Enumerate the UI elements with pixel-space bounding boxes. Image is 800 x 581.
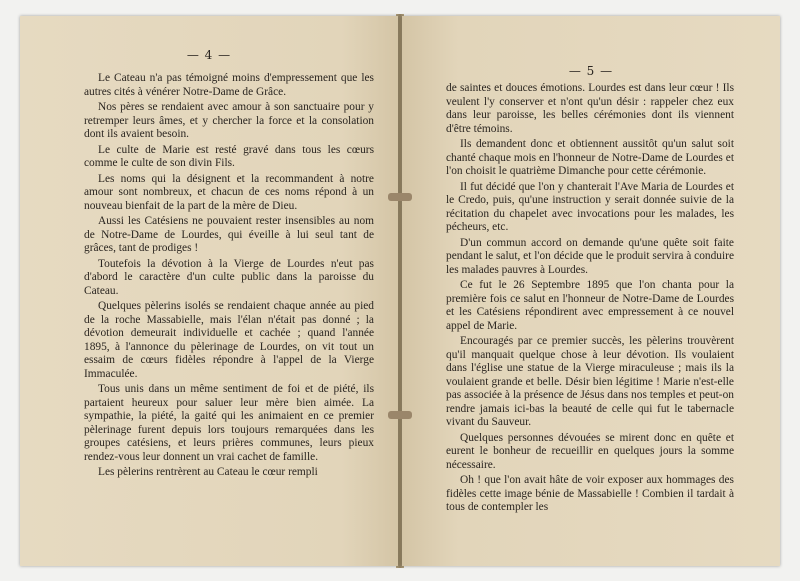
paragraph: Oh ! que l'on avait hâte de voir exposer aux hommages des fidèles cette image bénie de Massabielle ! Combien il tardait à tous de contempler les <box>446 474 734 513</box>
paragraph: Nos pères se rendaient avec amour à son sanctuaire pour y retremper leurs âmes, et y chercher la force et la consolation dont ils avaient besoin. <box>84 101 374 140</box>
left-page-text <box>20 72 398 480</box>
paragraph: D'un commun accord on demande qu'une quête soit faite pendant le salut, et l'on décide que le produit servira à conduire les malades pauvres à Lourdes. <box>446 236 734 276</box>
paragraph: Il fut décidé que l'on y chanterait l'Ave Maria de Lourdes et le Credo, puis, qu'une instruction y serait donnée suivie de la récitation du chapelet avec invocations pour les malades, les pécheurs, etc. <box>446 180 734 233</box>
paragraph: Toutefois la dévotion à la Vierge de Lourdes n'eut pas d'abord le caractère d'un culte public dans la paroisse du Cateau. <box>84 257 374 297</box>
right-page-text <box>402 82 780 515</box>
paragraph: Ce fut le 26 Septembre 1895 que l'on chanta pour la première fois ce salut en l'honneur de Notre-Dame de Lourdes et les Catésiens répondirent avec empressement à ce nouvel appel de Marie. <box>446 279 734 332</box>
open-booklet <box>10 6 790 576</box>
right-page <box>402 16 780 566</box>
staple-bottom <box>388 411 412 419</box>
paragraph: Tous unis dans un même sentiment de foi et de piété, ils partaient heureux pour saluer leur mère bien aimée. La sympathie, la piété, la gaité qui les animaient en ce premier pèlerinage furent depuis lors toujours remarquées dans les groupes catésiens, et leurs prières communes, leurs pieux rendez-vous leur donnent un vrai cachet de famille. <box>84 383 374 463</box>
page-number-5: — 5 — <box>568 64 614 78</box>
paragraph: Encouragés par ce premier succès, les pèlerins trouvèrent qu'il manquait quelque chose à leur dévotion. Ils voulaient dans l'église une statue de la Vierge miraculeuse ; mais ils la voulaient grande et belle. Désir bien légitime ! Marie n'est-elle pas associée à la présence de Jésus dans nos temples et peut-on rendre jamais ici-bas la beauté de celle qui fut le tabernacle vivant du Sauveur. <box>446 335 734 428</box>
staple-top <box>388 193 412 201</box>
paragraph: Le Cateau n'a pas témoigné moins d'empressement que les autres cités à vénérer Notre-Dame de Grâce. <box>84 72 374 98</box>
paragraph: Ils demandent donc et obtiennent aussitôt qu'un salut soit chanté chaque mois en l'honneur de Notre-Dame de Lourdes et l'on choisit le quatrième Dimanche pour cette cérémonie. <box>446 138 734 177</box>
paragraph: Aussi les Catésiens ne pouvaient rester insensibles au nom de Notre-Dame de Lourdes, qui éveille à lui seul tant de grâces, tant de prodiges ! <box>84 215 374 254</box>
paragraph: Quelques personnes dévouées se mirent donc en quête et eurent le bonheur de recueillir en quelques jours la somme nécessaire. <box>446 431 734 471</box>
paragraph: Quelques pèlerins isolés se rendaient chaque année au pied de la roche Massabielle, mais l'élan n'était pas donné ; la dévotion demeurait individuelle et cachée ; quand l'année 1895, à l'annonce du pèlerinage de Lourdes, on vit tout un essaim de cœurs fidèles répondre à l'appel de la Vierge Immaculée. <box>84 300 374 380</box>
left-page <box>20 16 398 566</box>
page-number-4: — 4 — <box>186 48 232 62</box>
paragraph-continuation: de saintes et douces émotions. Lourdes est dans leur cœur ! Ils veulent l'y conserver et n'ont qu'un désir : rappeler chez eux dans leur paroisse, les belles cérémonies dont ils viennent d'être témoins. <box>446 82 734 135</box>
paragraph: Les pèlerins rentrèrent au Cateau le cœur rempli <box>98 466 318 478</box>
paragraph: Le culte de Marie est resté gravé dans tous les cœurs comme le culte de son divin Fils. <box>84 143 374 169</box>
paragraph: Les noms qui la désignent et la recommandent à notre amour sont nombreux, et chacun de ces noms répond à un nouveau bienfait de la part de la mère de Dieu. <box>84 172 374 212</box>
